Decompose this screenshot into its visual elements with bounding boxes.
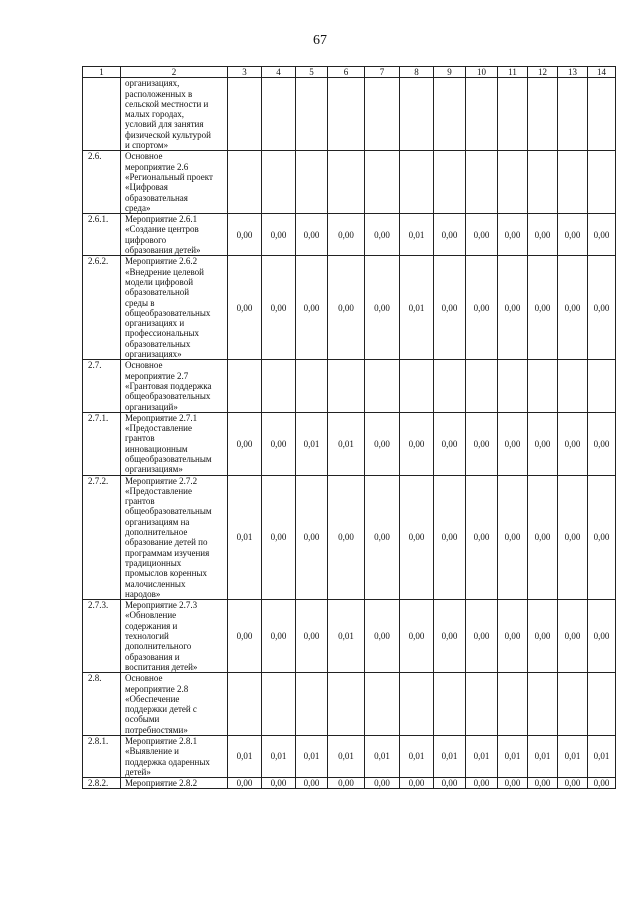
activity-name-line: инновационным	[125, 443, 188, 454]
value-cell: 0,00	[466, 475, 498, 600]
value-cell: 0,01	[365, 736, 400, 778]
activity-name-line: Мероприятие 2.7.3	[125, 600, 198, 611]
row-number: 2.8.2.	[83, 778, 121, 789]
value-cell: 0,00	[588, 600, 616, 673]
activity-name-line: «Предоставление	[125, 423, 192, 434]
activity-name-line: Мероприятие 2.7.1	[125, 412, 198, 423]
value-cell: 0,00	[262, 475, 296, 600]
value-cell	[528, 673, 558, 736]
value-cell	[365, 673, 400, 736]
activity-name-line: «Создание центров	[125, 224, 199, 235]
value-cell: 0,00	[365, 412, 400, 475]
column-header-14: 14	[588, 67, 616, 78]
value-cell	[328, 78, 365, 151]
activity-name-line: традиционных	[125, 557, 182, 568]
column-header-11: 11	[498, 67, 528, 78]
value-cell	[400, 360, 434, 412]
table-row	[83, 214, 616, 256]
activity-name-line: «Грантовая поддержка	[125, 380, 212, 391]
value-cell	[528, 360, 558, 412]
value-cell	[296, 78, 328, 151]
activity-name	[121, 214, 228, 256]
column-header-12: 12	[528, 67, 558, 78]
table-row	[83, 673, 616, 736]
value-cell: 0,00	[588, 256, 616, 360]
value-cell: 0,00	[434, 778, 466, 789]
activity-name	[121, 151, 228, 214]
activity-name-line: модели цифровой	[125, 276, 194, 287]
activity-name-line: образования детей»	[125, 245, 201, 256]
value-cell: 0,00	[498, 412, 528, 475]
row-number: 2.8.1.	[83, 736, 121, 778]
row-number: 2.6.1.	[83, 214, 121, 256]
value-cell	[296, 151, 328, 214]
value-cell	[434, 360, 466, 412]
activity-name-line: народов»	[125, 588, 161, 599]
activity-name-line: организациям на	[125, 516, 190, 527]
activity-name-line: и спортом»	[125, 140, 169, 151]
activity-name-line: «Обеспечение	[125, 693, 180, 704]
value-cell: 0,00	[328, 778, 365, 789]
row-number: 2.7.	[83, 360, 121, 412]
value-cell: 0,00	[262, 778, 296, 789]
activity-name-line: образовательная	[125, 192, 188, 203]
activity-name	[121, 256, 228, 360]
activity-name-line: дополнительное	[125, 527, 188, 538]
value-cell: 0,00	[296, 256, 328, 360]
activity-name-line: организациях»	[125, 349, 182, 360]
activity-name	[121, 673, 228, 736]
value-cell: 0,01	[400, 256, 434, 360]
activity-name-line: Мероприятие 2.7.2	[125, 475, 198, 486]
column-header-10: 10	[466, 67, 498, 78]
value-cell: 0,00	[328, 256, 365, 360]
value-cell: 0,00	[466, 412, 498, 475]
value-cell	[296, 360, 328, 412]
value-cell: 0,00	[228, 214, 262, 256]
value-cell	[328, 151, 365, 214]
row-number: 2.7.2.	[83, 475, 121, 600]
value-cell: 0,00	[434, 412, 466, 475]
table-row	[83, 256, 616, 360]
activity-name-line: общеобразовательным	[125, 506, 212, 517]
value-cell: 0,00	[528, 778, 558, 789]
value-cell: 0,00	[328, 475, 365, 600]
row-number: 2.7.1.	[83, 412, 121, 475]
value-cell	[328, 360, 365, 412]
column-header-6: 6	[328, 67, 365, 78]
value-cell: 0,00	[558, 214, 588, 256]
activity-name-line: расположенных в	[125, 88, 193, 99]
value-cell: 0,00	[296, 475, 328, 600]
value-cell: 0,00	[528, 256, 558, 360]
activity-name-line: организациях и	[125, 318, 185, 329]
value-cell	[558, 151, 588, 214]
activity-name-line: поддержка одаренных	[125, 756, 210, 767]
value-cell: 0,01	[296, 412, 328, 475]
table-row	[83, 736, 616, 778]
value-cell: 0,01	[466, 736, 498, 778]
value-cell: 0,00	[328, 214, 365, 256]
activity-name-line: поддержки детей с	[125, 704, 197, 715]
activity-name-line: «Выявление и	[125, 746, 179, 757]
value-cell	[228, 360, 262, 412]
activity-name-line: Мероприятие 2.6.2	[125, 256, 198, 267]
value-cell: 0,00	[498, 256, 528, 360]
value-cell	[588, 78, 616, 151]
value-cell: 0,00	[528, 214, 558, 256]
column-header-2: 2	[121, 67, 228, 78]
row-number: 2.7.3.	[83, 600, 121, 673]
value-cell	[498, 78, 528, 151]
activity-name-line: профессиональных	[125, 328, 200, 339]
value-cell	[466, 673, 498, 736]
activity-name-line: образовательных	[125, 338, 191, 349]
value-cell: 0,01	[328, 736, 365, 778]
value-cell	[498, 151, 528, 214]
value-cell: 0,01	[400, 736, 434, 778]
column-header-5: 5	[296, 67, 328, 78]
table-row	[83, 360, 616, 412]
value-cell: 0,01	[400, 214, 434, 256]
activity-name-line: среда»	[125, 202, 151, 213]
activity-name-line: содержания и	[125, 620, 178, 631]
value-cell: 0,00	[434, 600, 466, 673]
value-cell: 0,00	[400, 412, 434, 475]
activity-name-line: Основное	[125, 151, 163, 162]
value-cell: 0,00	[558, 600, 588, 673]
value-cell: 0,00	[498, 475, 528, 600]
column-header-3: 3	[228, 67, 262, 78]
value-cell: 0,00	[365, 256, 400, 360]
row-number: 2.6.	[83, 151, 121, 214]
activity-name-line: мероприятие 2.7	[125, 370, 189, 381]
value-cell	[365, 78, 400, 151]
activity-name-line: Мероприятие 2.8.2	[125, 778, 198, 789]
value-cell: 0,00	[528, 475, 558, 600]
value-cell: 0,00	[558, 475, 588, 600]
activity-name-line: мероприятие 2.6	[125, 161, 189, 172]
activity-name-line: грантов	[125, 433, 155, 444]
row-number: 2.6.2.	[83, 256, 121, 360]
value-cell: 0,00	[466, 214, 498, 256]
activity-name-line: воспитания детей»	[125, 661, 198, 672]
activity-name-line: «Региональный проект	[125, 171, 213, 182]
value-cell: 0,00	[228, 778, 262, 789]
value-cell	[262, 151, 296, 214]
value-cell: 0,00	[558, 412, 588, 475]
value-cell	[228, 673, 262, 736]
activity-name	[121, 736, 228, 778]
activity-name-line: мероприятие 2.8	[125, 683, 189, 694]
value-cell: 0,00	[365, 214, 400, 256]
value-cell	[466, 78, 498, 151]
activity-name	[121, 600, 228, 673]
value-cell	[296, 673, 328, 736]
activity-name-line: общеобразовательных	[125, 307, 211, 318]
value-cell: 0,01	[296, 736, 328, 778]
activity-name-line: условий для занятия	[125, 119, 204, 130]
activity-name	[121, 475, 228, 600]
value-cell	[528, 78, 558, 151]
value-cell: 0,00	[558, 778, 588, 789]
value-cell	[228, 151, 262, 214]
value-cell: 0,01	[528, 736, 558, 778]
value-cell: 0,00	[528, 412, 558, 475]
activity-name-line: промыслов коренных	[125, 568, 207, 579]
value-cell	[365, 360, 400, 412]
value-cell: 0,00	[528, 600, 558, 673]
value-cell: 0,01	[558, 736, 588, 778]
activity-name-line: общеобразовательных	[125, 391, 211, 402]
column-header-1: 1	[83, 67, 121, 78]
value-cell: 0,00	[262, 256, 296, 360]
value-cell	[588, 360, 616, 412]
column-header-9: 9	[434, 67, 466, 78]
activity-name	[121, 778, 228, 789]
value-cell: 0,00	[228, 256, 262, 360]
activity-name-line: Мероприятие 2.6.1	[125, 214, 198, 225]
value-cell	[328, 673, 365, 736]
activity-name-line: программам изучения	[125, 547, 210, 558]
value-cell: 0,00	[466, 256, 498, 360]
value-cell: 0,00	[498, 778, 528, 789]
value-cell: 0,00	[498, 600, 528, 673]
activity-name-line: сельской местности и	[125, 98, 209, 109]
value-cell: 0,00	[466, 778, 498, 789]
value-cell	[588, 673, 616, 736]
value-cell: 0,00	[262, 600, 296, 673]
activity-name-line: «Предоставление	[125, 485, 192, 496]
value-cell: 0,01	[262, 736, 296, 778]
value-cell: 0,00	[296, 214, 328, 256]
table-row	[83, 151, 616, 214]
activity-name-line: технологий	[125, 631, 169, 642]
value-cell	[498, 360, 528, 412]
value-cell: 0,01	[228, 736, 262, 778]
value-cell: 0,00	[434, 214, 466, 256]
value-cell: 0,01	[498, 736, 528, 778]
activity-name-line: «Цифровая	[125, 182, 168, 193]
value-cell	[466, 360, 498, 412]
value-cell: 0,00	[228, 412, 262, 475]
value-cell	[434, 151, 466, 214]
value-cell	[434, 78, 466, 151]
column-header-4: 4	[262, 67, 296, 78]
activity-name-line: среды в	[125, 297, 155, 308]
value-cell	[365, 151, 400, 214]
activity-name-line: Основное	[125, 673, 163, 684]
value-cell: 0,00	[228, 600, 262, 673]
value-cell	[434, 673, 466, 736]
table-row	[83, 778, 616, 789]
value-cell: 0,01	[328, 600, 365, 673]
value-cell	[228, 78, 262, 151]
value-cell: 0,00	[296, 600, 328, 673]
activity-name-line: образовательной	[125, 287, 190, 298]
value-cell: 0,00	[400, 600, 434, 673]
activity-name-line: общеобразовательным	[125, 453, 212, 464]
header-row	[83, 67, 616, 78]
activity-name	[121, 360, 228, 412]
activity-name-line: детей»	[125, 766, 151, 777]
value-cell	[262, 360, 296, 412]
table-row	[83, 600, 616, 673]
activity-name-line: «Обновление	[125, 610, 177, 621]
column-header-8: 8	[400, 67, 434, 78]
value-cell: 0,00	[588, 778, 616, 789]
row-number: 2.8.	[83, 673, 121, 736]
value-cell: 0,00	[365, 475, 400, 600]
activity-name-line: «Внедрение целевой	[125, 266, 204, 277]
activity-name-line: образования и	[125, 651, 180, 662]
value-cell	[400, 78, 434, 151]
value-cell	[588, 151, 616, 214]
value-cell: 0,00	[262, 214, 296, 256]
value-cell: 0,00	[365, 778, 400, 789]
activity-name-line: особыми	[125, 714, 160, 725]
value-cell: 0,01	[328, 412, 365, 475]
activity-name-line: организациях,	[125, 78, 180, 89]
value-cell: 0,00	[400, 778, 434, 789]
value-cell	[558, 673, 588, 736]
value-cell: 0,01	[588, 736, 616, 778]
value-cell	[558, 78, 588, 151]
activity-name-line: малых городах,	[125, 109, 185, 120]
value-cell: 0,01	[228, 475, 262, 600]
value-cell: 0,00	[558, 256, 588, 360]
value-cell	[528, 151, 558, 214]
value-cell: 0,00	[296, 778, 328, 789]
activity-name-line: цифрового	[125, 234, 167, 245]
column-header-13: 13	[558, 67, 588, 78]
value-cell: 0,01	[434, 736, 466, 778]
activity-name-line: Мероприятие 2.8.1	[125, 736, 198, 746]
activity-name-line: организаций»	[125, 401, 178, 412]
value-cell: 0,00	[262, 412, 296, 475]
activity-name-line: дополнительного	[125, 641, 192, 652]
table-row	[83, 78, 616, 151]
value-cell: 0,00	[588, 214, 616, 256]
activity-name	[121, 78, 228, 151]
value-cell: 0,00	[498, 214, 528, 256]
table-row	[83, 475, 616, 600]
value-cell: 0,00	[365, 600, 400, 673]
value-cell: 0,00	[466, 600, 498, 673]
value-cell: 0,00	[588, 412, 616, 475]
page-number: 67	[313, 33, 327, 48]
activity-name	[121, 412, 228, 475]
value-cell: 0,00	[588, 475, 616, 600]
activity-name-line: физической культурой	[125, 129, 211, 140]
value-cell: 0,00	[400, 475, 434, 600]
activity-name-line: потребностями»	[125, 724, 188, 735]
activity-name-line: малочисленных	[125, 578, 186, 589]
activity-name-line: грантов	[125, 496, 155, 507]
value-cell: 0,00	[434, 256, 466, 360]
value-cell	[400, 151, 434, 214]
activity-name-line: образование детей по	[125, 537, 208, 548]
table-row	[83, 412, 616, 475]
value-cell	[466, 151, 498, 214]
activity-name-line: Основное	[125, 360, 163, 371]
value-cell	[558, 360, 588, 412]
row-number	[83, 78, 121, 151]
value-cell	[400, 673, 434, 736]
column-header-7: 7	[365, 67, 400, 78]
value-cell	[498, 673, 528, 736]
activity-name-line: организациям»	[125, 464, 183, 475]
budget-table	[82, 66, 616, 789]
value-cell	[262, 78, 296, 151]
value-cell: 0,00	[434, 475, 466, 600]
value-cell	[262, 673, 296, 736]
